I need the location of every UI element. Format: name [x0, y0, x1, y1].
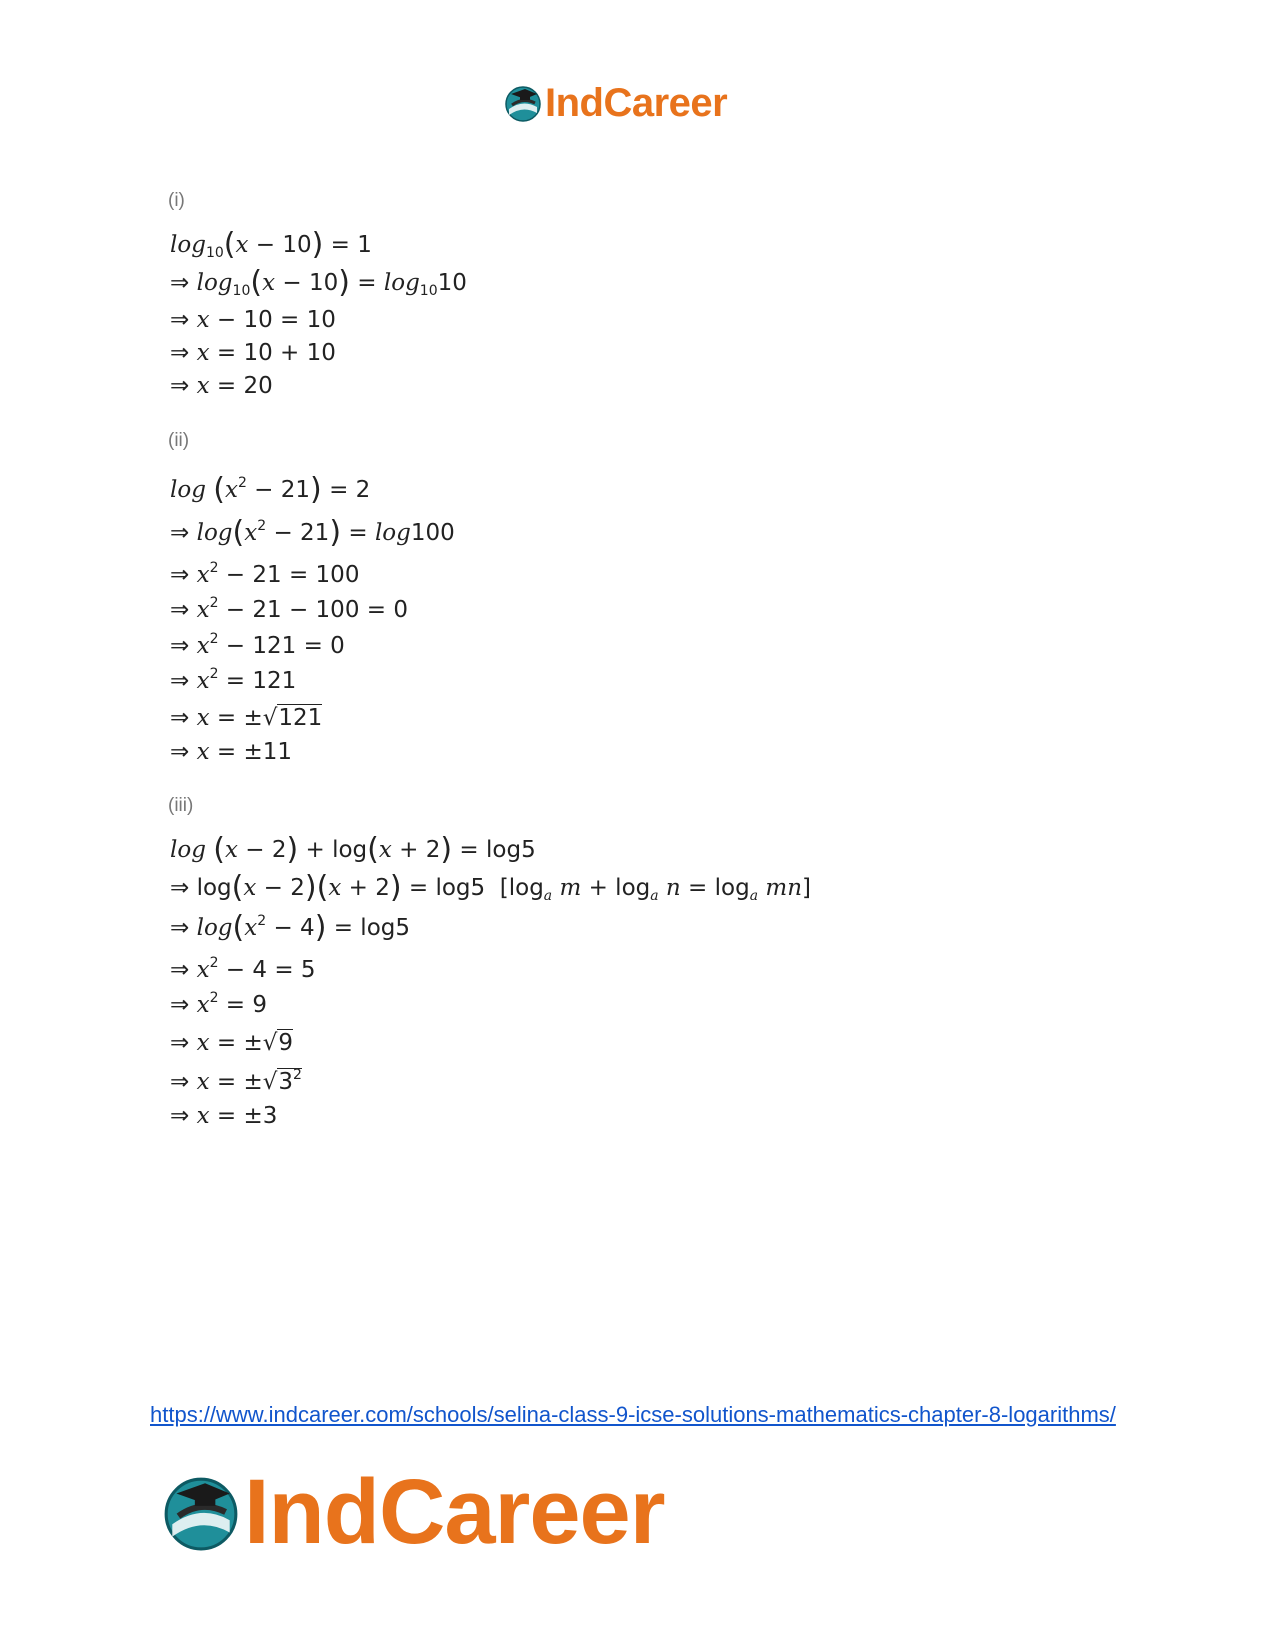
source-url-link[interactable]: https://www.indcareer.com/schools/selina-class-9-icse-solutions-mathematics-chapter-8-logarithms/ [150, 1402, 1116, 1427]
equation-line: ⇒ x = ±√121 [170, 705, 323, 731]
equation-line: ⇒ x − 10 = 10 [170, 307, 336, 333]
equation-line: ⇒ log(x − 2)(x + 2) = log5 [$\log_a$ $m + \log_a n = \log_a mn$] [170, 870, 811, 905]
logo-text: IndCareer [244, 1461, 665, 1563]
equation-line: ⇒ x = ±√9 [170, 1030, 294, 1056]
equation-line: ⇒ $\log(x^2 - 4) = \log 5$ [170, 910, 410, 945]
equation-line: ⇒ x = ±11 [170, 739, 293, 765]
equation-line: ⇒ $\log(x^2 - 21) = \log 100$ [170, 515, 455, 550]
equation-line: $\log (x^2 - 21) = 2$ [170, 472, 371, 507]
header-logo [503, 80, 727, 126]
equation-line: ⇒ x = 20 [170, 373, 273, 399]
footer-logo [160, 1462, 665, 1562]
equation-line: ⇒ $x^2 - 121 = 0$ [170, 631, 345, 659]
equation-line: $\log_{10}(x - 10) = 1$ [170, 227, 372, 262]
equation-line: ⇒ x = ±3 [170, 1103, 278, 1129]
equation-line: log (x − 2) + log(x + 2) = log5 [170, 832, 536, 867]
equation-line: ⇒ $x^2 - 21 - 100 = 0$ [170, 595, 408, 623]
graduation-globe-icon [160, 1471, 242, 1553]
equation-line: ⇒ $x = \pm√3^2$ [170, 1067, 302, 1095]
equation-line: ⇒ $x^2 - 4 = 5$ [170, 955, 316, 983]
equation-line: ⇒ x = 10 + 10 [170, 340, 336, 366]
logo-text: IndCareer [545, 81, 728, 125]
equation-line: ⇒ $\log_{10}(x - 10) = \log_{10}10$ [170, 265, 467, 300]
equation-line: ⇒ $x^2 = 121$ [170, 666, 297, 694]
equation-line: ⇒ $x^2 = 9$ [170, 990, 268, 1018]
part-label: (iii) [168, 795, 194, 816]
graduation-globe-icon [503, 83, 543, 123]
part-label: (i) [168, 190, 185, 211]
equation-line: ⇒ $x^2 - 21 = 100$ [170, 560, 360, 588]
part-label: (ii) [168, 430, 190, 451]
